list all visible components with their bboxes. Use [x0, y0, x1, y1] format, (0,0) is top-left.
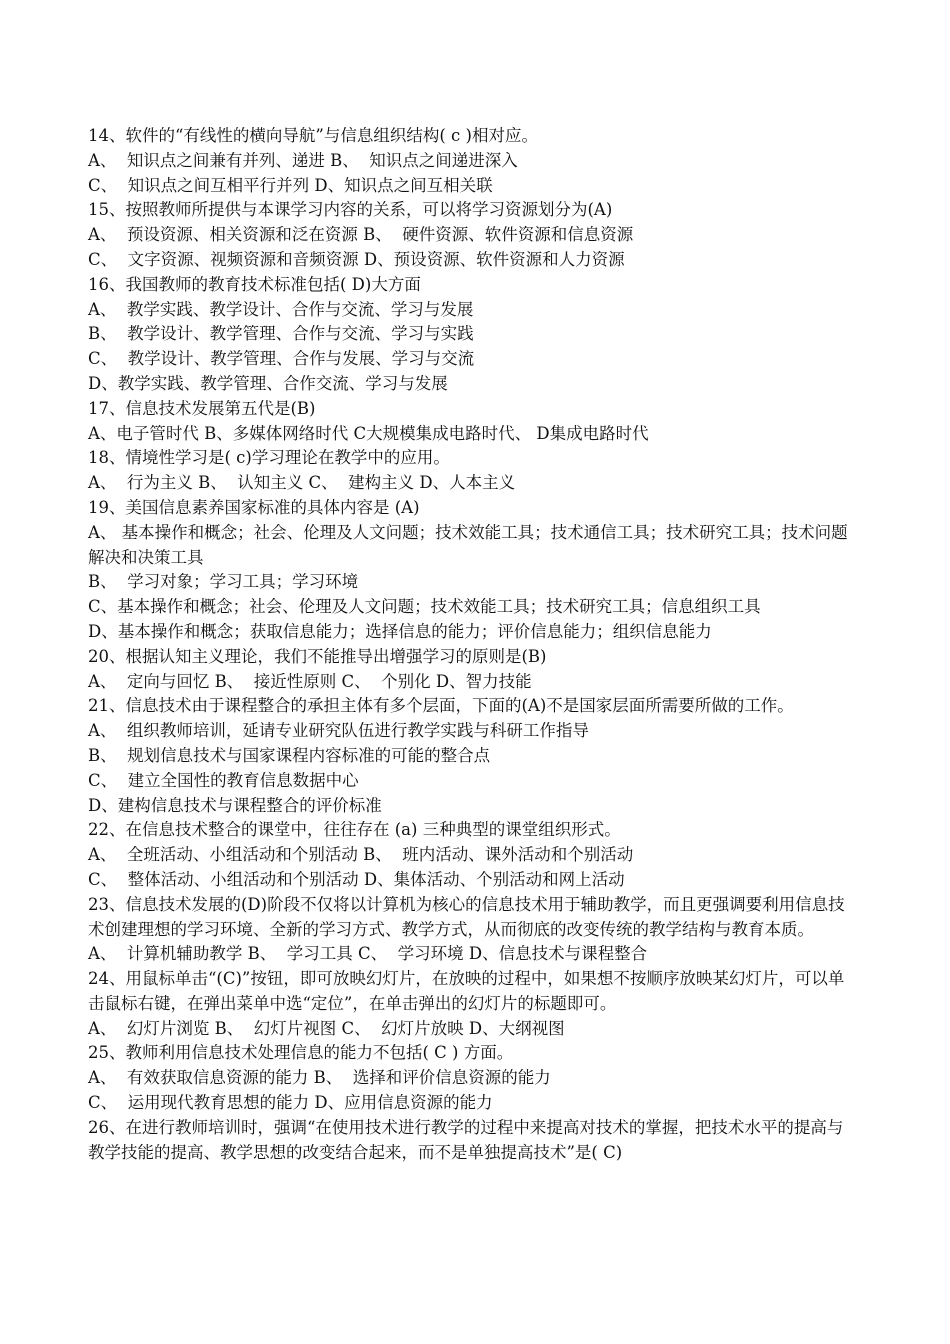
question-21-option-a: A、 组织教师培训，延请专业研究队伍进行教学实践与科研工作指导	[88, 721, 589, 741]
question-21-option-d: D、建构信息技术与课程整合的评价标准	[88, 795, 382, 815]
question-24-options: A、 幻灯片浏览 B、 幻灯片视图 C、 幻灯片放映 D、大纲视图	[88, 1018, 565, 1038]
question-14-options-ab: A、 知识点之间兼有并列、递进 B、 知识点之间递进深入	[88, 150, 518, 170]
question-15-options-cd: C、 文字资源、视频资源和音频资源 D、预设资源、软件资源和人力资源	[88, 249, 625, 269]
question-21-option-c: C、 建立全国性的教育信息数据中心	[88, 770, 359, 790]
question-23-stem: 23、信息技术发展的(D)阶段不仅将以计算机为核心的信息技术用于辅助教学，而且更强调要利用信息技术创建理想的学习环境、全新的学习方式、教学方式，从而彻底的改变传统的教学结构与教育本质。	[88, 894, 845, 939]
question-22-stem: 22、在信息技术整合的课堂中，往往存在 (a) 三种典型的课堂组织形式。	[88, 820, 621, 840]
document-body	[88, 124, 854, 1165]
question-19-option-a: A、 基本操作和概念；社会、伦理及人文问题；技术效能工具；技术通信工具；技术研究工具；技术问题解决和决策工具	[88, 522, 848, 567]
question-25-options-ab: A、 有效获取信息资源的能力 B、 选择和评价信息资源的能力	[88, 1068, 551, 1088]
question-19-option-c: C、基本操作和概念；社会、伦理及人文问题；技术效能工具；技术研究工具；信息组织工具	[88, 597, 761, 617]
question-14-stem: 14、软件的“有线性的横向导航”与信息组织结构( c )相对应。	[88, 126, 538, 145]
question-21-stem: 21、信息技术由于课程整合的承担主体有多个层面，下面的(A)不是国家层面所需要所做的工作。	[88, 696, 794, 716]
question-15-stem: 15、按照教师所提供与本课学习内容的关系，可以将学习资源划分为(A)	[88, 200, 613, 220]
question-17-stem: 17、信息技术发展第五代是(B)	[88, 398, 316, 418]
question-22-options-cd: C、 整体活动、小组活动和个别活动 D、集体活动、个别活动和网上活动	[88, 869, 625, 889]
question-19-option-d: D、基本操作和概念；获取信息能力；选择信息的能力；评价信息能力；组织信息能力	[88, 621, 712, 641]
question-15-options-ab: A、 预设资源、相关资源和泛在资源 B、 硬件资源、软件资源和信息资源	[88, 225, 634, 245]
question-22-options-ab: A、 全班活动、小组活动和个别活动 B、 班内活动、课外活动和个别活动	[88, 845, 634, 865]
question-21-option-b: B、 规划信息技术与国家课程内容标准的可能的整合点	[88, 745, 491, 765]
question-16-option-b: B、 教学设计、教学管理、合作与交流、学习与实践	[88, 324, 474, 344]
question-20-stem: 20、根据认知主义理论，我们不能推导出增强学习的原则是(B)	[88, 646, 547, 666]
question-16-option-a: A、 教学实践、教学设计、合作与交流、学习与发展	[88, 299, 474, 319]
question-24-stem: 24、用鼠标单击“(C)”按钮，即可放映幻灯片，在放映的过程中，如果想不按顺序放映某幻灯片，可以单击鼠标右键，在弹出菜单中选“定位”，在单击弹出的幻灯片的标题即可。	[88, 969, 845, 1013]
question-23-options: A、 计算机辅助教学 B、 学习工具 C、 学习环境 D、信息技术与课程整合	[88, 944, 648, 964]
question-25-stem: 25、教师利用信息技术处理信息的能力不包括( C ) 方面。	[88, 1043, 514, 1063]
question-26-stem: 26、在进行教师培训时，强调“在使用技术进行教学的过程中来提高对技术的掌握，把技术水平的提高与教学技能的提高、教学思想的改变结合起来，而不是单独提高技术”是( C)	[88, 1117, 844, 1162]
question-16-option-d: D、教学实践、教学管理、合作交流、学习与发展	[88, 373, 448, 393]
question-18-options: A、 行为主义 B、 认知主义 C、 建构主义 D、人本主义	[88, 473, 516, 493]
question-20-options: A、 定向与回忆 B、 接近性原则 C、 个别化 D、智力技能	[88, 671, 532, 691]
question-14-options-cd: C、 知识点之间互相平行并列 D、知识点之间互相关联	[88, 175, 493, 195]
question-19-stem: 19、美国信息素养国家标准的具体内容是 (A)	[88, 497, 420, 517]
question-16-stem: 16、我国教师的教育技术标准包括( D)大方面	[88, 274, 421, 294]
question-17-options: A、电子管时代 B、多媒体网络时代 C大规模集成电路时代、 D集成电路时代	[88, 423, 649, 443]
question-18-stem: 18、情境性学习是( c)学习理论在教学中的应用。	[88, 448, 450, 468]
question-16-option-c: C、 教学设计、教学管理、合作与发展、学习与交流	[88, 349, 475, 369]
question-19-option-b: B、 学习对象；学习工具；学习环境	[88, 572, 359, 592]
question-25-options-cd: C、 运用现代教育思想的能力 D、应用信息资源的能力	[88, 1093, 493, 1113]
